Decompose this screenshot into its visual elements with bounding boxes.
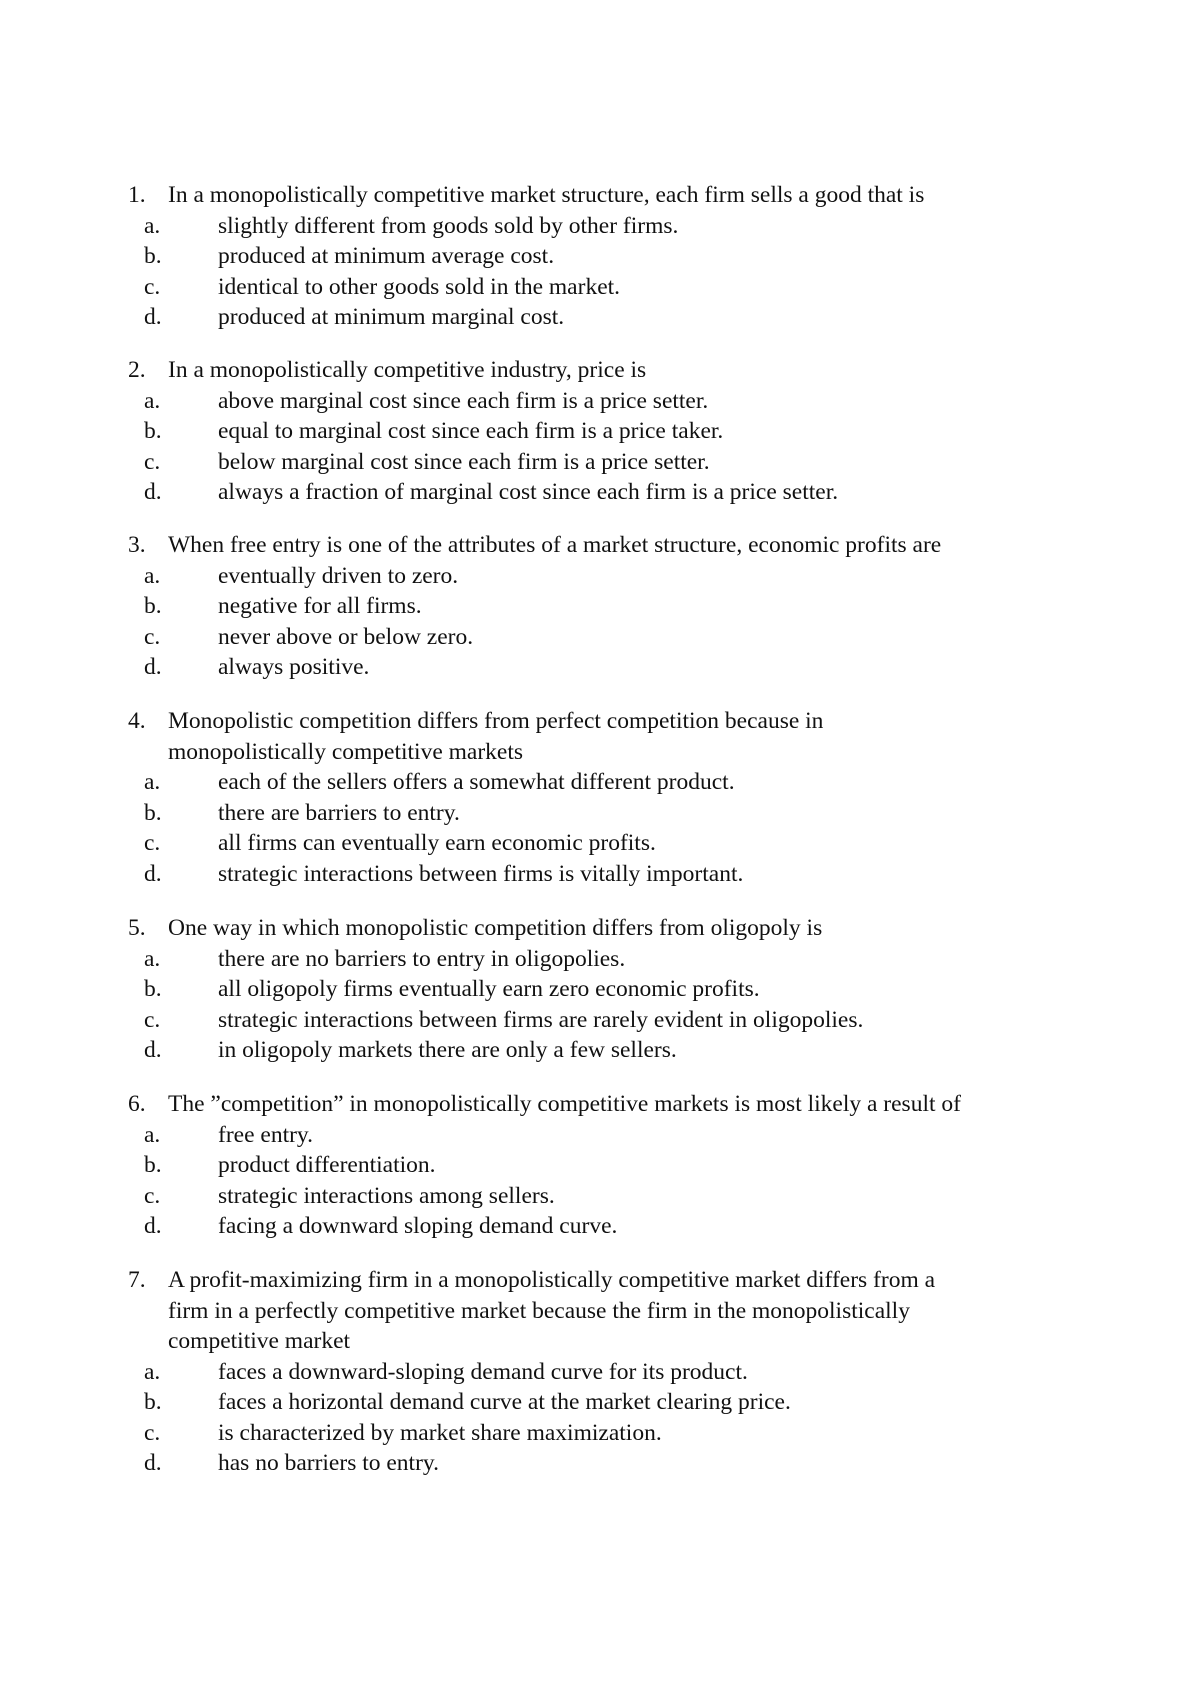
question-number: 5. — [128, 915, 146, 941]
option-text: identical to other goods sold in the market. — [218, 273, 621, 300]
option-text: in oligopoly markets there are only a few sellers. — [218, 1037, 677, 1063]
option-c — [128, 828, 1088, 859]
option-text: is characterized by market share maximization. — [218, 1419, 662, 1446]
option-letter: c. — [144, 273, 161, 300]
option-letter: a. — [144, 387, 161, 414]
option-d — [128, 302, 1088, 333]
option-b — [128, 241, 1088, 272]
option-letter: d. — [144, 860, 162, 887]
option-text: faces a downward-sloping demand curve for its product. — [218, 1358, 748, 1385]
option-d — [128, 1211, 1088, 1242]
option-c — [128, 1181, 1088, 1212]
stem-line: firm in a perfectly competitive market because the firm in the monopolistically — [168, 1297, 910, 1324]
option-text: produced at minimum average cost. — [218, 243, 555, 269]
option-b — [128, 1387, 1088, 1418]
option-letter: d. — [144, 1450, 162, 1476]
option-text: strategic interactions among sellers. — [218, 1182, 555, 1209]
option-text: each of the sellers offers a somewhat different product. — [218, 769, 735, 795]
option-a — [128, 767, 1088, 798]
option-b — [128, 798, 1088, 829]
option-text: above marginal cost since each firm is a price setter. — [218, 387, 709, 414]
option-letter: c. — [144, 1006, 161, 1033]
option-text: eventually driven to zero. — [218, 562, 459, 589]
option-b — [128, 591, 1088, 622]
stem-line: A profit-maximizing firm in a monopolistically competitive market differs from a — [168, 1267, 936, 1293]
question-number: 3. — [128, 532, 146, 558]
question-1 — [128, 180, 1088, 333]
option-text: below marginal cost since each firm is a price setter. — [218, 448, 710, 475]
option-letter: c. — [144, 1182, 161, 1209]
question-2 — [128, 355, 1088, 508]
option-text: all firms can eventually earn economic profits. — [218, 830, 656, 856]
option-text: free entry. — [218, 1121, 314, 1148]
stem-line: Monopolistic competition differs from perfect competition because in — [168, 708, 824, 734]
option-letter: a. — [144, 769, 161, 795]
stem-line: In a monopolistically competitive industry, price is — [168, 357, 647, 383]
option-c — [128, 622, 1088, 653]
option-text: facing a downward sloping demand curve. — [218, 1213, 618, 1239]
option-text: negative for all firms. — [218, 593, 422, 619]
stem-line: One way in which monopolistic competition differs from oligopoly is — [168, 915, 823, 941]
question-6 — [128, 1089, 1088, 1242]
option-text: strategic interactions between firms are rarely evident in oligopolies. — [218, 1006, 864, 1033]
option-text: strategic interactions between firms is vitally important. — [218, 860, 744, 887]
option-letter: b. — [144, 976, 162, 1002]
option-b — [128, 974, 1088, 1005]
option-d — [128, 1035, 1088, 1066]
option-text: produced at minimum marginal cost. — [218, 304, 565, 330]
option-letter: a. — [144, 562, 161, 589]
stem-line: monopolistically competitive markets — [168, 738, 524, 765]
question-3 — [128, 530, 1088, 683]
option-d — [128, 477, 1088, 508]
option-c — [128, 447, 1088, 478]
option-letter: b. — [144, 418, 162, 444]
option-b — [128, 1150, 1088, 1181]
option-letter: a. — [144, 945, 161, 972]
option-a — [128, 1120, 1088, 1151]
stem-line: When free entry is one of the attributes of a market structure, economic profits are — [168, 532, 942, 558]
option-letter: a. — [144, 212, 161, 239]
stem-line: The ”competition” in monopolistically competitive markets is most likely a result of — [168, 1091, 961, 1117]
option-text: there are barriers to entry. — [218, 799, 460, 826]
question-stem — [128, 180, 1088, 211]
option-text: there are no barriers to entry in oligopolies. — [218, 945, 626, 972]
option-d — [128, 652, 1088, 683]
question-stem — [128, 530, 1088, 561]
option-letter: b. — [144, 593, 162, 619]
question-stem — [128, 913, 1088, 944]
question-number: 1. — [128, 182, 146, 208]
question-number: 7. — [128, 1267, 146, 1293]
option-a — [128, 211, 1088, 242]
question-number: 2. — [128, 357, 146, 383]
question-5 — [128, 913, 1088, 1066]
option-text: equal to marginal cost since each firm is a price taker. — [218, 418, 724, 444]
option-letter: c. — [144, 1419, 161, 1446]
option-text: always positive. — [218, 654, 370, 680]
option-b — [128, 416, 1088, 447]
option-letter: d. — [144, 1213, 162, 1239]
option-letter: d. — [144, 304, 162, 330]
option-text: always a fraction of marginal cost since each firm is a price setter. — [218, 479, 839, 505]
stem-line: In a monopolistically competitive market structure, each firm sells a good that is — [168, 182, 925, 208]
option-c — [128, 1005, 1088, 1036]
option-letter: d. — [144, 479, 162, 505]
option-letter: b. — [144, 243, 162, 269]
question-number: 4. — [128, 708, 146, 734]
option-a — [128, 1357, 1088, 1388]
option-letter: c. — [144, 623, 161, 650]
question-stem — [128, 1089, 1088, 1120]
option-text: all oligopoly firms eventually earn zero economic profits. — [218, 976, 760, 1002]
option-letter: b. — [144, 1152, 162, 1178]
option-text: faces a horizontal demand curve at the market clearing price. — [218, 1389, 791, 1415]
option-letter: b. — [144, 799, 162, 826]
question-stem — [128, 706, 1088, 767]
option-letter: b. — [144, 1389, 162, 1415]
option-text: has no barriers to entry. — [218, 1450, 440, 1476]
option-a — [128, 386, 1088, 417]
option-a — [128, 561, 1088, 592]
option-letter: a. — [144, 1358, 161, 1385]
option-text: never above or below zero. — [218, 623, 474, 650]
option-d — [128, 1448, 1088, 1479]
option-letter: d. — [144, 654, 162, 680]
option-letter: c. — [144, 830, 161, 856]
question-7 — [128, 1265, 1088, 1479]
question-4 — [128, 706, 1088, 889]
option-text: product differentiation. — [218, 1152, 436, 1178]
option-text: slightly different from goods sold by other firms. — [218, 212, 679, 239]
option-a — [128, 944, 1088, 975]
question-stem — [128, 355, 1088, 386]
option-c — [128, 1418, 1088, 1449]
option-letter: c. — [144, 448, 161, 475]
option-c — [128, 272, 1088, 303]
question-stem — [128, 1265, 1088, 1357]
option-d — [128, 859, 1088, 890]
option-letter: a. — [144, 1121, 161, 1148]
option-letter: d. — [144, 1037, 162, 1063]
stem-line: competitive market — [168, 1328, 351, 1354]
question-number: 6. — [128, 1091, 146, 1117]
